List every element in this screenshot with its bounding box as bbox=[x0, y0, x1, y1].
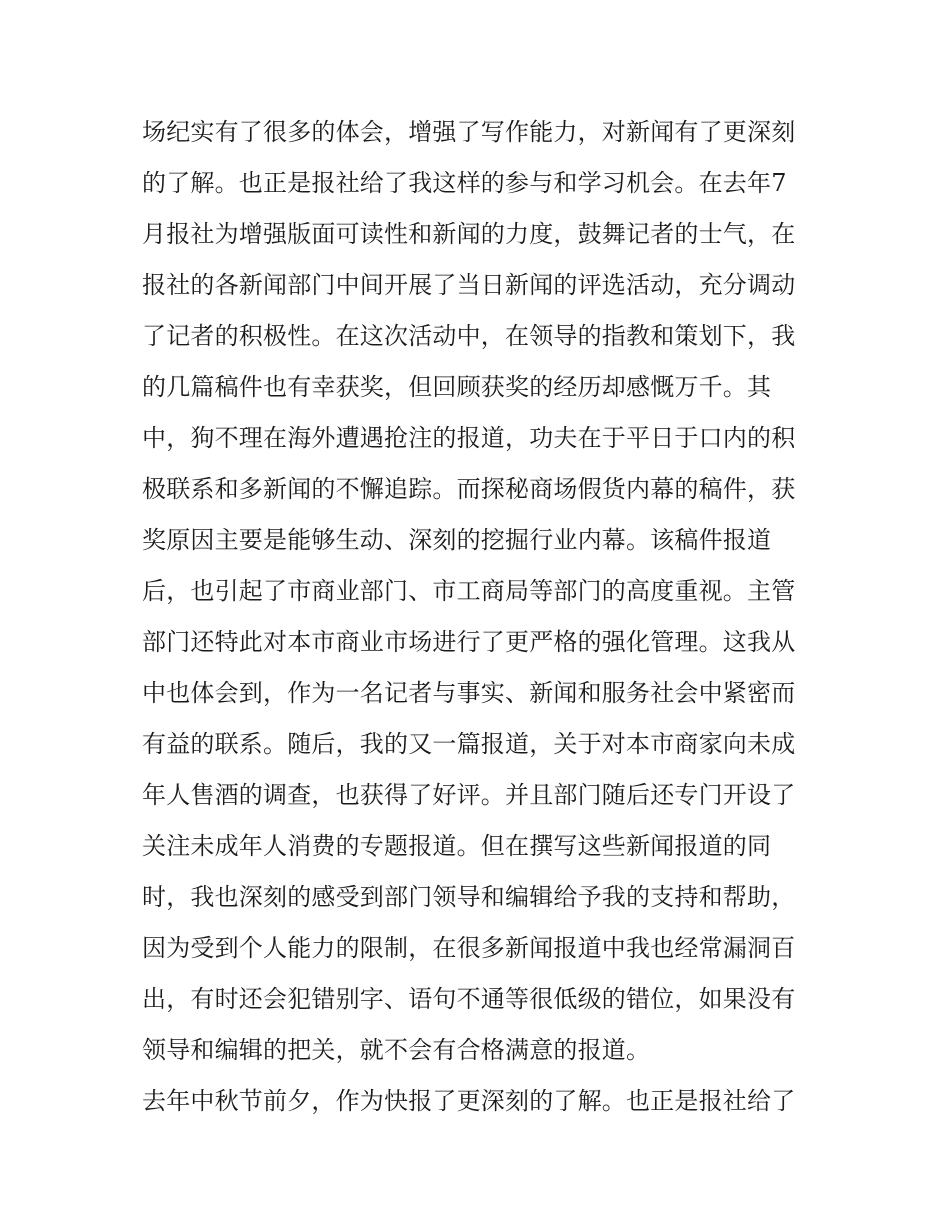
text-line-3: 月报社为增强版面可读性和新闻的力度，鼓舞记者的士气，在 bbox=[142, 220, 796, 248]
text-line-5: 了记者的积极性。在这次活动中，在领导的指教和策划下，我 bbox=[142, 322, 796, 350]
text-line-1: 场纪实有了很多的体会，增强了写作能力，对新闻有了更深刻 bbox=[142, 118, 796, 146]
text-line-6: 的几篇稿件也有幸获奖，但回顾获奖的经历却感慨万千。其 bbox=[142, 373, 772, 401]
text-line-11: 部门还特此对本市商业市场进行了更严格的强化管理。这我从 bbox=[142, 628, 796, 656]
text-line-20: 去年中秋节前夕，作为快报了更深刻的了解。也正是报社给了 bbox=[142, 1087, 796, 1115]
text-line-7: 中，狗不理在海外遭遇抢注的报道，功夫在于平日于口内的积 bbox=[142, 424, 796, 452]
text-line-15: 关注未成年人消费的专题报道。但在撰写这些新闻报道的同 bbox=[142, 832, 772, 860]
text-line-16: 时，我也深刻的感受到部门领导和编辑给予我的支持和帮助， bbox=[142, 883, 796, 911]
document-body bbox=[142, 107, 814, 1127]
text-line-12: 中也体会到，作为一名记者与事实、新闻和服务社会中紧密而 bbox=[142, 679, 796, 707]
text-line-13: 有益的联系。随后，我的又一篇报道，关于对本市商家向未成 bbox=[142, 730, 796, 758]
text-line-19: 领导和编辑的把关，就不会有合格满意的报道。 bbox=[142, 1036, 651, 1064]
text-line-14: 年人售酒的调查，也获得了好评。并且部门随后还专门开设了 bbox=[142, 781, 796, 809]
text-line-9: 奖原因主要是能够生动、深刻的挖掘行业内幕。该稿件报道 bbox=[142, 526, 772, 554]
text-line-4: 报社的各新闻部门中间开展了当日新闻的评选活动，充分调动 bbox=[142, 271, 796, 299]
text-line-10: 后，也引起了市商业部门、市工商局等部门的高度重视。主管 bbox=[142, 577, 796, 605]
text-line-8: 极联系和多新闻的不懈追踪。而探秘商场假货内幕的稿件，获 bbox=[142, 475, 796, 503]
text-line-2: 的了解。也正是报社给了我这样的参与和学习机会。在去年7 bbox=[142, 169, 787, 197]
text-line-18: 出，有时还会犯错别字、语句不通等很低级的错位，如果没有 bbox=[142, 985, 796, 1013]
text-line-17: 因为受到个人能力的限制，在很多新闻报道中我也经常漏洞百 bbox=[142, 934, 796, 962]
